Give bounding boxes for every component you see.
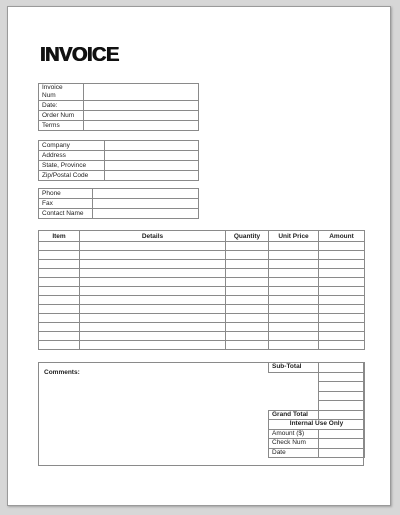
date-summary-label: Date — [269, 448, 319, 458]
fax-label: Fax — [39, 199, 93, 209]
cell-details[interactable] — [80, 296, 226, 305]
order-num-label: Order Num — [39, 111, 84, 121]
invoice-num-field[interactable] — [84, 84, 199, 101]
summary-field-3[interactable] — [319, 391, 365, 401]
cell-item[interactable] — [39, 251, 80, 260]
cell-amount[interactable] — [319, 269, 365, 278]
zip-label: Zip/Postal Code — [39, 171, 105, 181]
order-num-field[interactable] — [84, 111, 199, 121]
cell-amount[interactable] — [319, 305, 365, 314]
header-details: Details — [80, 231, 226, 242]
cell-unit-price[interactable] — [269, 278, 319, 287]
cell-item[interactable] — [39, 260, 80, 269]
blank-row-2 — [269, 382, 365, 392]
address-row — [39, 151, 199, 161]
cell-unit-price[interactable] — [269, 323, 319, 332]
comments-label: Comments: — [44, 369, 80, 376]
table-row — [39, 260, 365, 269]
cell-unit-price[interactable] — [269, 260, 319, 269]
terms-field[interactable] — [84, 121, 199, 131]
cell-quantity[interactable] — [226, 278, 269, 287]
table-row — [39, 278, 365, 287]
cell-amount[interactable] — [319, 332, 365, 341]
items-table — [38, 230, 365, 350]
header-item: Item — [39, 231, 80, 242]
cell-quantity[interactable] — [226, 296, 269, 305]
table-row — [39, 296, 365, 305]
blank-row-4 — [269, 401, 365, 411]
header-quantity: Quantity — [226, 231, 269, 242]
company-row — [39, 141, 199, 151]
cell-unit-price[interactable] — [269, 314, 319, 323]
terms-label: Terms — [39, 121, 84, 131]
cell-unit-price[interactable] — [269, 269, 319, 278]
internal-use-label: Internal Use Only — [269, 420, 365, 430]
table-row — [39, 323, 365, 332]
items-body — [39, 242, 365, 350]
cell-details[interactable] — [80, 251, 226, 260]
cell-details[interactable] — [80, 242, 226, 251]
cell-quantity[interactable] — [226, 242, 269, 251]
company-label: Company — [39, 141, 105, 151]
table-row — [39, 287, 365, 296]
cell-item[interactable] — [39, 296, 80, 305]
blank-row-3 — [269, 391, 365, 401]
cell-item[interactable] — [39, 305, 80, 314]
check-num-row — [269, 439, 365, 449]
cell-item[interactable] — [39, 287, 80, 296]
invoice-num-label-line2: Num — [42, 92, 56, 99]
company-info-table — [38, 140, 199, 181]
header-amount: Amount — [319, 231, 365, 242]
date-summary-row — [269, 448, 365, 458]
contact-name-row — [39, 209, 199, 219]
grand-total-field[interactable] — [319, 410, 365, 420]
cell-quantity[interactable] — [226, 260, 269, 269]
sub-total-label: Sub-Total — [269, 363, 319, 373]
cell-quantity[interactable] — [226, 305, 269, 314]
cell-amount[interactable] — [319, 341, 365, 350]
cell-unit-price[interactable] — [269, 305, 319, 314]
cell-unit-price[interactable] — [269, 341, 319, 350]
invoice-info-table — [38, 83, 199, 131]
cell-details[interactable] — [80, 332, 226, 341]
blank-row-1 — [269, 372, 365, 382]
cell-details[interactable] — [80, 260, 226, 269]
zip-field[interactable] — [105, 171, 199, 181]
address-field[interactable] — [105, 151, 199, 161]
sub-total-row — [269, 363, 365, 373]
cell-amount[interactable] — [319, 251, 365, 260]
cell-unit-price[interactable] — [269, 287, 319, 296]
cell-details[interactable] — [80, 305, 226, 314]
date-summary-field[interactable] — [319, 448, 365, 458]
table-row — [39, 269, 365, 278]
header-unit-price: Unit Price — [269, 231, 319, 242]
sub-total-field[interactable] — [319, 363, 365, 373]
cell-quantity[interactable] — [226, 341, 269, 350]
phone-row — [39, 189, 199, 199]
cell-item[interactable] — [39, 323, 80, 332]
cell-quantity[interactable] — [226, 314, 269, 323]
amount-field[interactable] — [319, 429, 365, 439]
table-row — [39, 242, 365, 251]
grand-total-row — [269, 410, 365, 420]
table-row — [39, 251, 365, 260]
items-header-row — [39, 231, 365, 242]
contact-info-table — [38, 188, 199, 219]
cell-amount[interactable] — [319, 260, 365, 269]
cell-quantity[interactable] — [226, 323, 269, 332]
cell-item[interactable] — [39, 341, 80, 350]
summary-field-1[interactable] — [319, 372, 365, 382]
cell-item[interactable] — [39, 242, 80, 251]
address-label: Address — [39, 151, 105, 161]
invoice-num-row — [39, 84, 199, 101]
order-num-row — [39, 111, 199, 121]
page-title: INVOICE — [40, 44, 119, 66]
summary-table — [268, 362, 365, 458]
phone-field[interactable] — [93, 189, 199, 199]
amount-label: Amount ($) — [269, 429, 319, 439]
cell-amount[interactable] — [319, 323, 365, 332]
cell-amount[interactable] — [319, 278, 365, 287]
date-row — [39, 101, 199, 111]
fax-field[interactable] — [93, 199, 199, 209]
cell-details[interactable] — [80, 314, 226, 323]
cell-amount[interactable] — [319, 287, 365, 296]
cell-amount[interactable] — [319, 242, 365, 251]
cell-quantity[interactable] — [226, 287, 269, 296]
state-row — [39, 161, 199, 171]
cell-item[interactable] — [39, 278, 80, 287]
cell-amount[interactable] — [319, 314, 365, 323]
cell-details[interactable] — [80, 269, 226, 278]
phone-label: Phone — [39, 189, 93, 199]
summary-field-2[interactable] — [319, 382, 365, 392]
cell-details[interactable] — [80, 287, 226, 296]
date-field[interactable] — [84, 101, 199, 111]
contact-name-field[interactable] — [93, 209, 199, 219]
contact-name-label: Contact Name — [39, 209, 93, 219]
table-row — [39, 332, 365, 341]
check-num-label: Check Num — [269, 439, 319, 449]
cell-quantity[interactable] — [226, 269, 269, 278]
cell-amount[interactable] — [319, 296, 365, 305]
table-row — [39, 305, 365, 314]
zip-row — [39, 171, 199, 181]
cell-unit-price[interactable] — [269, 242, 319, 251]
grand-total-label: Grand Total — [269, 410, 319, 420]
cell-item[interactable] — [39, 314, 80, 323]
table-row — [39, 341, 365, 350]
company-field[interactable] — [105, 141, 199, 151]
cell-item[interactable] — [39, 332, 80, 341]
state-field[interactable] — [105, 161, 199, 171]
date-label: Date: — [39, 101, 84, 111]
terms-row — [39, 121, 199, 131]
amount-row — [269, 429, 365, 439]
cell-unit-price[interactable] — [269, 296, 319, 305]
cell-details[interactable] — [80, 341, 226, 350]
cell-unit-price[interactable] — [269, 332, 319, 341]
summary-field-4[interactable] — [319, 401, 365, 411]
cell-quantity[interactable] — [226, 332, 269, 341]
cell-item[interactable] — [39, 269, 80, 278]
table-row — [39, 314, 365, 323]
cell-unit-price[interactable] — [269, 251, 319, 260]
invoice-num-label — [39, 84, 84, 101]
check-num-field[interactable] — [319, 439, 365, 449]
internal-use-row — [269, 420, 365, 430]
invoice-num-label-line1: Invoice — [42, 84, 63, 91]
cell-details[interactable] — [80, 278, 226, 287]
state-label: State, Province — [39, 161, 105, 171]
cell-quantity[interactable] — [226, 251, 269, 260]
fax-row — [39, 199, 199, 209]
cell-details[interactable] — [80, 323, 226, 332]
